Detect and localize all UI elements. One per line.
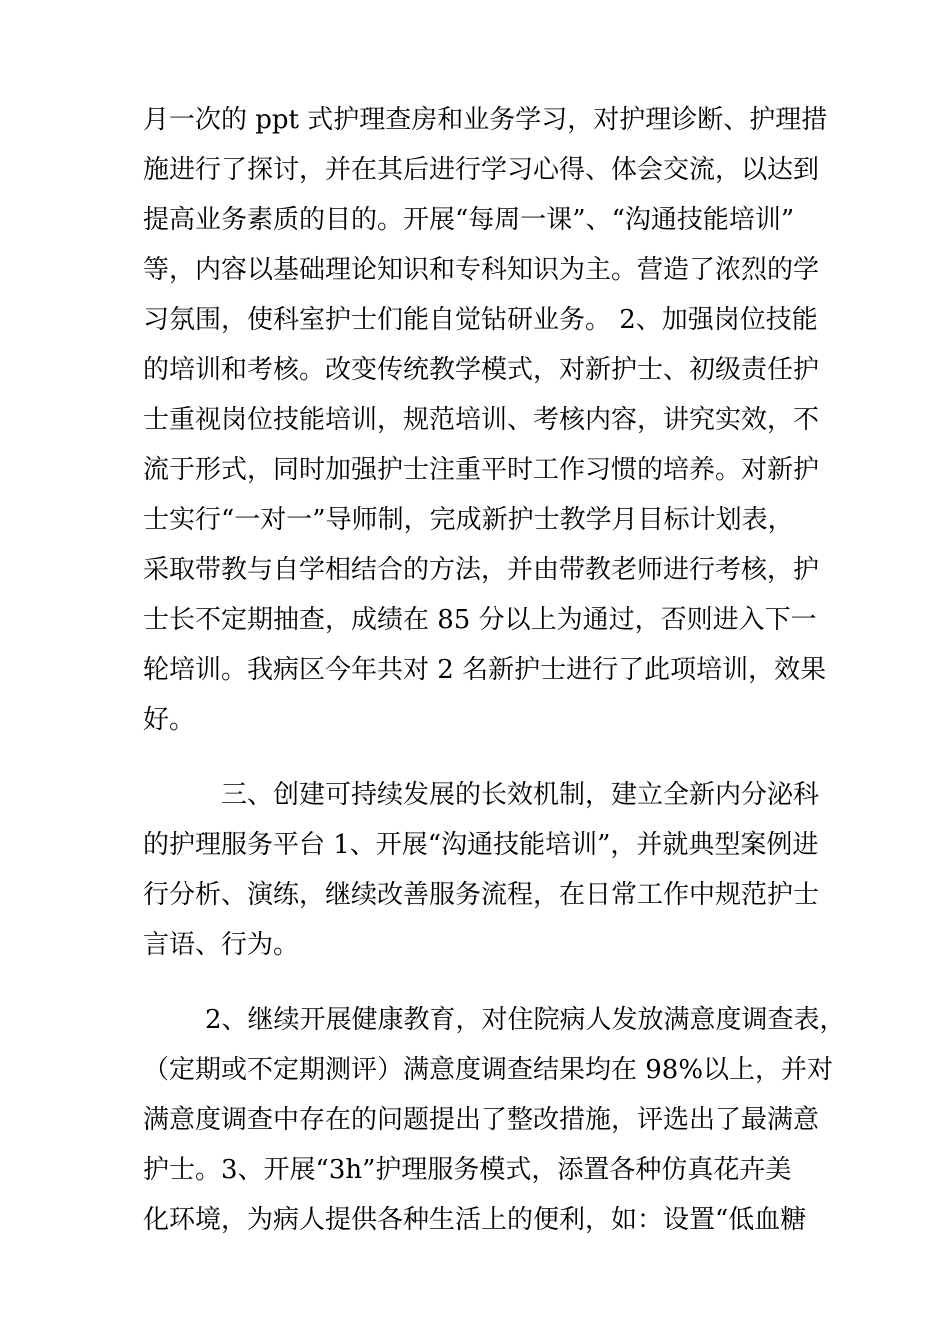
body-line: 施进行了探讨，并在其后进行学习心得、体会交流，以达到 <box>143 155 820 185</box>
body-line: 提高业务素质的目的。开展“每周一课”、“沟通技能培训” <box>143 205 795 235</box>
body-line: 士实行“一对一”导师制，完成新护士教学月目标计划表， <box>143 505 794 535</box>
body-line: 采取带教与自学相结合的方法，并由带教老师进行考核，护 <box>143 555 820 585</box>
body-line: 习氛围，使科室护士们能自觉钻研业务。 2、加强岗位技能 <box>143 305 818 335</box>
body-line: 护士。3、开展“3h”护理服务模式，添置各种仿真花卉美 <box>143 1155 792 1185</box>
body-line: 满意度调查中存在的问题提出了整改措施，评选出了最满意 <box>143 1105 820 1135</box>
body-line: 化环境，为病人提供各种生活上的便利，如：设置“低血糖 <box>143 1205 807 1235</box>
body-line: 月一次的 ppt 式护理查房和业务学习，对护理诊断、护理措 <box>143 105 828 135</box>
body-line: 士长不定期抽查，成绩在 85 分以上为通过，否则进入下一 <box>143 605 817 635</box>
body-line: （定期或不定期测评）满意度调查结果均在 98%以上，并对 <box>143 1055 834 1085</box>
body-line: 行分析、演练，继续改善服务流程，在日常工作中规范护士 <box>143 880 820 910</box>
section-heading-line: 三、创建可持续发展的长效机制，建立全新内分泌科 <box>221 780 820 810</box>
body-line: 的培训和考核。改变传统教学模式，对新护士、初级责任护 <box>143 355 820 385</box>
body-line: 言语、行为。 <box>143 930 300 960</box>
body-line: 等，内容以基础理论知识和专科知识为主。营造了浓烈的学 <box>143 255 820 285</box>
paragraph-first-line: 2、继续开展健康教育，对住院病人发放满意度调查表， <box>205 1005 846 1035</box>
body-line: 流于形式，同时加强护士注重平时工作习惯的培养。对新护 <box>143 455 820 485</box>
body-line: 好。 <box>143 705 196 735</box>
body-line: 的护理服务平台 1、开展“沟通技能培训”，并就典型案例进 <box>143 830 819 860</box>
body-line: 士重视岗位技能培训，规范培训、考核内容，讲究实效，不 <box>143 405 820 435</box>
body-line: 轮培训。我病区今年共对 2 名新护士进行了此项培训，效果 <box>143 655 827 685</box>
